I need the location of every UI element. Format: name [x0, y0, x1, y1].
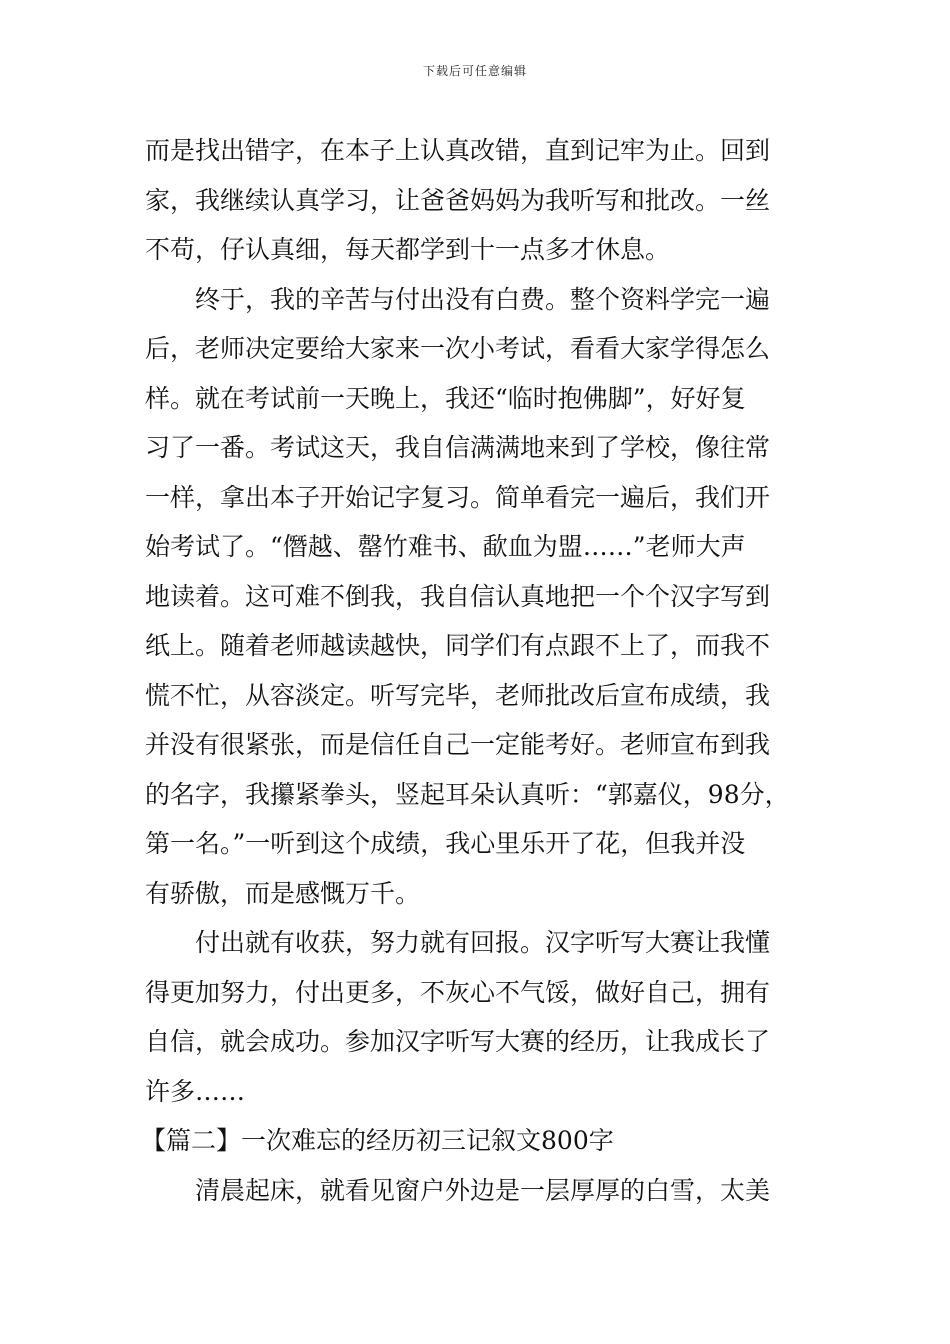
- text-line: 一样，拿出本子开始记字复习。简单看完一遍后，我们开: [145, 482, 771, 512]
- text-line: 习了一番。考试这天，我自信满满地来到了学校，像往常: [145, 433, 771, 462]
- text-line: 的名字，我攥紧拳头，竖起耳朵认真听：“郭嘉仪，98分，: [145, 779, 790, 809]
- text-line: 有骄傲，而是感慨万千。: [145, 878, 421, 908]
- text-line: 始考试了。“僭越、罄竹难书、歃血为盟……”老师大声: [145, 532, 746, 561]
- text-line: 地读着。这可难不倒我，我自信认真地把一个个汉字写到: [145, 581, 771, 611]
- text-line: 自信，就会成功。参加汉字听写大赛的经历，让我成长了: [145, 1027, 771, 1056]
- text-line: 家，我继续认真学习，让爸爸妈妈为我听写和批改。一丝: [145, 185, 771, 215]
- text-line: 后，老师决定要给大家来一次小考试，看看大家学得怎么: [145, 334, 771, 363]
- page-header: 下载后可任意编辑: [422, 64, 527, 78]
- text-line: 慌不忙，从容淡定。听写完毕，老师批改后宣布成绩，我: [145, 680, 771, 710]
- text-line: 纸上。随着老师越读越快，同学们有点跟不上了，而我不: [145, 631, 771, 660]
- paragraph-start-line: 清晨起床，就看见窗户外边是一层厚厚的白雪，太美: [195, 1175, 771, 1205]
- text-line: 而是找出错字，在本子上认真改错，直到记牢为止。回到: [145, 136, 771, 165]
- section-heading: 【篇二】一次难忘的经历初三记叙文800字: [141, 1126, 614, 1155]
- paragraph-start-line: 终于，我的辛苦与付出没有白费。整个资料学完一遍: [195, 284, 771, 314]
- text-line: 样。就在考试前一天晚上，我还“临时抱佛脚”，好好复: [145, 383, 746, 413]
- paragraph-start-line: 付出就有收获，努力就有回报。汉字听写大赛让我懂: [195, 928, 771, 957]
- text-line: 得更加努力，付出更多，不灰心不气馁，做好自己，拥有: [145, 977, 771, 1007]
- text-line: 第一名。”一听到这个成绩，我心里乐开了花，但我并没: [145, 829, 746, 858]
- text-line: 许多……: [145, 1076, 246, 1106]
- text-line: 不苟，仔认真细，每天都学到十一点多才休息。: [145, 235, 671, 264]
- text-line: 并没有很紧张，而是信任自己一定能考好。老师宣布到我: [145, 730, 771, 759]
- document-body: [141, 126, 820, 1215]
